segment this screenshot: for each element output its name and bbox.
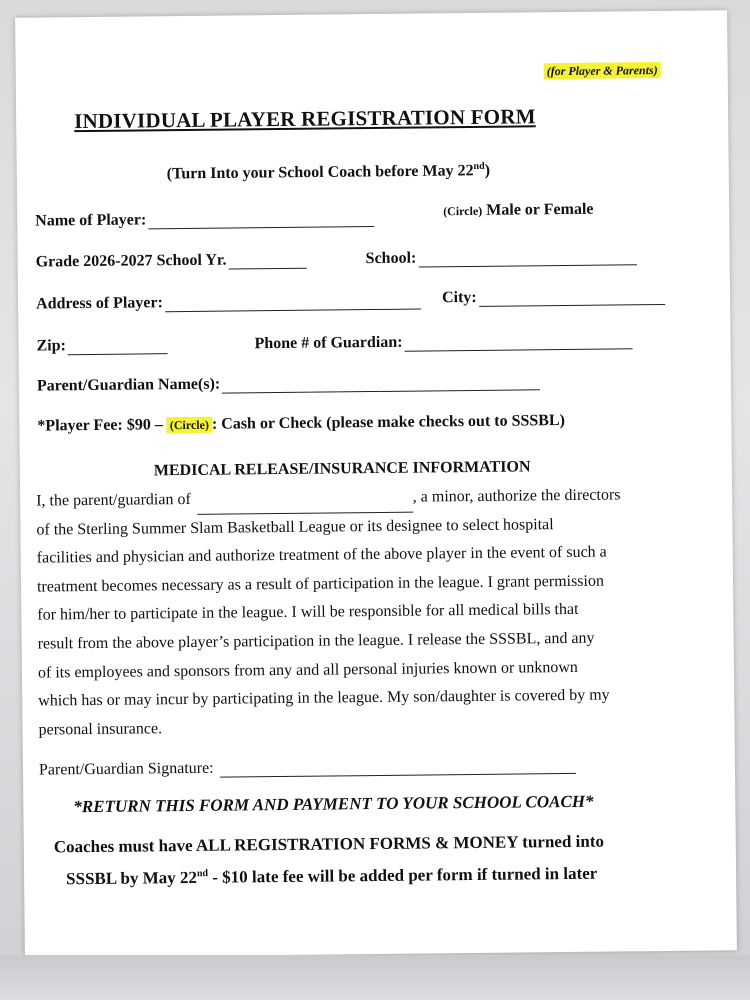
- medical-heading: MEDICAL RELEASE/INSURANCE INFORMATION: [153, 458, 531, 480]
- subtitle-text: (Turn Into your School Coach before May 22: [166, 162, 474, 183]
- coach-notice-line-2: [66, 864, 597, 890]
- school-label: School:: [365, 249, 417, 268]
- header-tag: [544, 63, 661, 79]
- guardian-blank[interactable]: [222, 373, 540, 393]
- phone-blank[interactable]: [404, 332, 632, 351]
- zip-row: [36, 336, 168, 355]
- medical-line-8: which has or may incur by participating in the league. My son/daughter is covered by my: [38, 686, 610, 710]
- grade-row: [36, 251, 307, 272]
- school-row: [366, 247, 637, 268]
- medical-release-paragraph: [36, 481, 699, 745]
- fee-circle-word: (Circle): [167, 417, 212, 433]
- signature-blank[interactable]: [220, 757, 576, 778]
- city-blank[interactable]: [479, 288, 665, 307]
- header-tag-text: (for Player & Parents): [544, 62, 661, 79]
- medical-line-1b: , a minor, authorize the directors: [412, 486, 621, 506]
- zip-blank[interactable]: [68, 337, 168, 355]
- zip-label: Zip:: [36, 337, 66, 355]
- grade-blank[interactable]: [228, 252, 306, 270]
- name-row: [35, 209, 374, 231]
- guardian-label: Parent/Guardian Name(s):: [36, 375, 221, 395]
- phone-label: Phone # of Guardian:: [254, 333, 403, 353]
- form-subtitle: [167, 161, 490, 184]
- coach-notice-sup: nd: [196, 868, 209, 880]
- fee-row: [37, 412, 565, 436]
- signature-row: [39, 756, 576, 780]
- medical-line-5: for him/her to participate in the league. I will be responsible for all medical bills that: [37, 601, 579, 624]
- gender-options[interactable]: Male or Female: [486, 200, 594, 219]
- address-row: [36, 292, 421, 314]
- coach-notice-line-1: Coaches must have ALL REGISTRATION FORMS & MONEY turned into: [53, 831, 605, 857]
- subtitle-sup: nd: [473, 160, 485, 172]
- return-notice: *RETURN THIS FORM AND PAYMENT TO YOUR SCHOOL COACH*: [73, 791, 594, 817]
- minor-name-blank[interactable]: [197, 495, 413, 514]
- gender-circle-word: (Circle): [443, 203, 483, 219]
- medical-line-7: of its employees and sponsors from any and all personal injuries known or unknown: [37, 658, 578, 682]
- registration-form-page: [15, 10, 737, 957]
- medical-line-6: result from the above player’s participation in the league. I release the SSSBL, and any: [37, 629, 595, 653]
- medical-line-3: facilities and physician and authorize treatment of the above player in the event of such a: [36, 543, 607, 567]
- medical-line-4: treatment becomes necessary as a result of participation in the league. I grant permission: [36, 572, 605, 596]
- coach-notice-before: SSSBL by May 22: [66, 867, 198, 889]
- fee-options[interactable]: : Cash or Check (please make checks out to SSSBL): [211, 412, 566, 433]
- name-label: Name of Player:: [35, 211, 147, 230]
- guardian-row: [37, 372, 540, 395]
- city-row: [442, 287, 665, 307]
- background-surface: [0, 955, 750, 1000]
- coach-notice-after: - $10 late fee will be added per form if turned in later: [207, 863, 598, 887]
- signature-label: Parent/Guardian Signature:: [38, 759, 214, 779]
- grade-label: Grade 2026-2027 School Yr.: [35, 251, 227, 271]
- address-label: Address of Player:: [36, 294, 163, 313]
- medical-line-1a: I, the parent/guardian of: [36, 490, 191, 510]
- subtitle-close: ): [484, 162, 491, 180]
- address-blank[interactable]: [165, 293, 421, 313]
- medical-line-9: personal insurance.: [38, 720, 163, 739]
- city-label: City:: [441, 288, 477, 307]
- medical-line-2: of the Sterling Summer Slam Basketball League or its designee to select hospital: [36, 515, 554, 539]
- name-blank[interactable]: [148, 210, 374, 229]
- fee-prefix: *Player Fee: $90 –: [37, 416, 163, 435]
- form-title: INDIVIDUAL PLAYER REGISTRATION FORM: [74, 104, 536, 134]
- gender-row: [443, 201, 593, 221]
- school-blank[interactable]: [418, 248, 636, 267]
- phone-row: [254, 331, 632, 353]
